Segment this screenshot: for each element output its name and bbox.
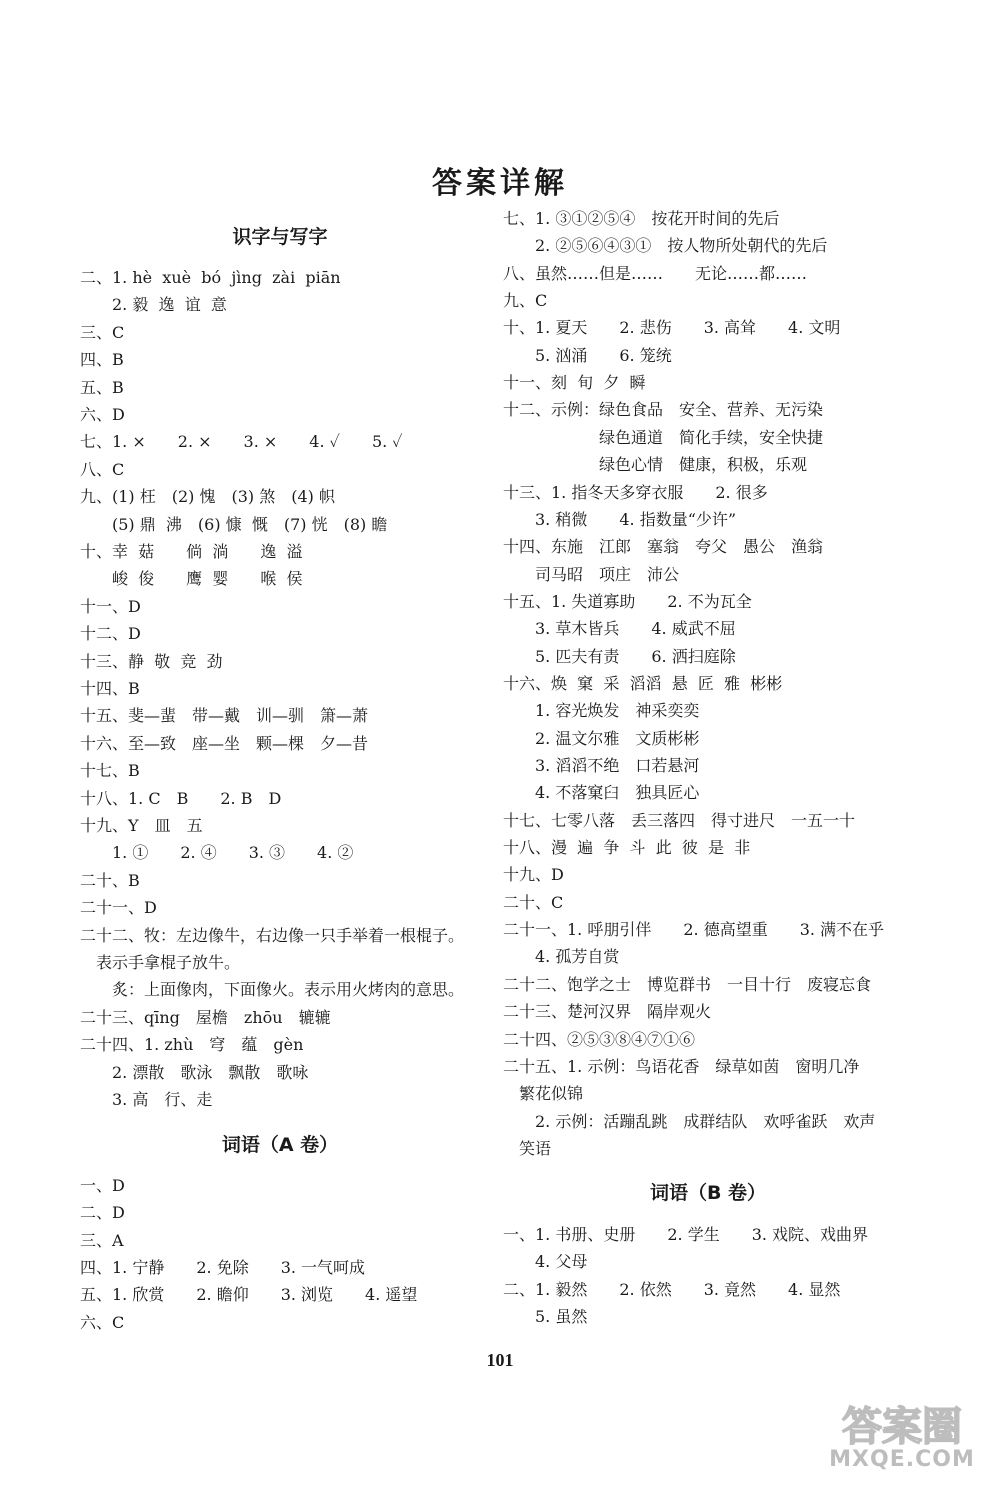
answer-line: 三、C: [80, 322, 125, 342]
answer-line: 4. 孤芳自赏: [503, 947, 620, 967]
watermark-site: MXQE.COM: [829, 1447, 975, 1472]
section-heading-words-a: 词语（A 卷）: [221, 1134, 339, 1156]
answer-line: 5. 虽然: [503, 1306, 588, 1326]
answer-line: 二十三、楚河汉界 隔岸观火: [503, 1002, 712, 1022]
answer-line: 十九、D: [503, 865, 564, 885]
answer-line: 二十五、1. 示例：鸟语花香 绿草如茵 窗明几净: [503, 1056, 860, 1076]
answer-line: 十九、Y 皿 五: [80, 816, 203, 835]
answer-line: 十二、示例：绿色食品 安全、营养、无污染: [503, 400, 824, 420]
answer-line: 峻 俊 鹰 婴 喉 侯: [80, 569, 303, 589]
answer-line: 炙：上面像肉，下面像火。表示用火烤肉的意思。: [80, 980, 465, 1000]
answer-line: 十六、焕 窠 采 滔滔 悬 匠 雅 彬彬: [503, 673, 783, 693]
section-heading-words-b: 词语（B 卷）: [649, 1182, 767, 1204]
answer-line: 司马昭 项庄 沛公: [503, 564, 680, 584]
answer-line: 一、D: [80, 1176, 125, 1195]
answer-line: 十三、静 敬 竞 劲: [80, 651, 223, 671]
answer-line: 二、1. 毅然 2. 依然 3. 竟然 4. 显然: [503, 1279, 841, 1299]
answer-line: 二、D: [80, 1203, 125, 1223]
answer-line: 2. 温文尔雅 文质彬彬: [503, 728, 700, 748]
answer-line: 十一、D: [80, 596, 141, 616]
answer-line: 五、B: [80, 377, 124, 397]
answer-line: 九、(1) 枉 (2) 愧 (3) 煞 (4) 帜: [80, 487, 336, 507]
answer-line: 十八、1. C B 2. B D: [80, 788, 282, 808]
answer-line: 3. 稍微 4. 指数量“少许”: [503, 509, 737, 529]
answer-line: 2. 毅 逸 谊 意: [80, 295, 227, 315]
answer-line: 繁花似锦: [503, 1084, 584, 1104]
answer-line: 4. 父母: [503, 1252, 588, 1272]
answer-line: 5. 匹夫有责 6. 洒扫庭除: [503, 646, 736, 666]
answer-line: 2. 示例：活蹦乱跳 成群结队 欢呼雀跃 欢声: [503, 1111, 876, 1131]
answer-line: 十四、B: [80, 679, 140, 698]
answer-line: 十四、东施 江郎 塞翁 夸父 愚公 渔翁: [503, 537, 824, 557]
answer-line: 九、C: [503, 291, 548, 311]
watermark-glyphs: 答案圈: [842, 1404, 962, 1450]
answer-line: 4. 不落窠臼 独具匠心: [503, 783, 700, 803]
section-heading-literacy: 识字与写字: [232, 226, 328, 248]
answer-line: 绿色通道 简化手续，安全快捷: [503, 427, 824, 447]
answer-line: 5. 汹涌 6. 笼统: [503, 345, 672, 365]
answer-line: 二十一、D: [80, 898, 157, 918]
answer-line: 十五、1. 失道寡助 2. 不为瓦全: [503, 591, 752, 611]
answer-line: 八、虽然……但是…… 无论……都……: [503, 263, 808, 283]
answer-line: 七、1. ③①②⑤④ 按花开时间的先后: [503, 209, 780, 228]
answer-line: 2. ②⑤⑥④③① 按人物所处朝代的先后: [503, 236, 828, 256]
answer-line: 2. 漂散 歌泳 飘散 歌咏: [80, 1062, 309, 1082]
answer-line: 二、1. hè xuè bó jìng zài piān: [80, 268, 341, 287]
answer-line: 表示手拿棍子放牛。: [80, 953, 241, 972]
answer-line: 二十、C: [503, 892, 564, 912]
answer-line: 十一、刻 旬 夕 瞬: [503, 373, 646, 393]
answer-line: 十五、斐—蜚 带—戴 训—驯 箫—萧: [80, 706, 369, 726]
answer-line: 十八、漫 遍 争 斗 此 彼 是 非: [503, 838, 751, 858]
answer-line: 笑语: [503, 1138, 552, 1158]
answer-line: 3. 高 行、走: [80, 1090, 213, 1109]
answer-line: 3. 草木皆兵 4. 威武不屈: [503, 619, 736, 639]
answer-line: 3. 滔滔不绝 口若悬河: [503, 756, 700, 775]
answer-line: 二十四、②⑤③⑧④⑦①⑥: [503, 1029, 696, 1049]
answer-line: (5) 鼎 沸 (6) 慷 慨 (7) 恍 (8) 瞻: [80, 514, 388, 534]
answer-line: 四、B: [80, 350, 124, 370]
answer-line: 十三、1. 指冬天多穿衣服 2. 很多: [503, 482, 768, 502]
answer-line: 绿色心情 健康，积极，乐观: [503, 455, 808, 475]
answer-line: 六、D: [80, 405, 125, 424]
answer-line: 十七、七零八落 丢三落四 得寸进尺 一五一十: [503, 810, 856, 830]
answer-line: 十七、B: [80, 761, 140, 781]
answer-line: 一、1. 书册、史册 2. 学生 3. 戏院、戏曲界: [503, 1225, 869, 1244]
answer-line: 四、1. 宁静 2. 免除 3. 一气呵成: [80, 1257, 366, 1277]
answer-line: 二十一、1. 呼朋引伴 2. 德高望重 3. 满不在乎: [503, 920, 885, 940]
answer-line: 十二、D: [80, 624, 141, 644]
answer-line: 五、1. 欣赏 2. 瞻仰 3. 浏览 4. 遥望: [80, 1285, 418, 1305]
answer-line: 七、1. × 2. × 3. × 4. ✓ 5. ✓: [80, 432, 403, 452]
answer-line: 十六、至—致 座—坐 颗—棵 夕—昔: [80, 733, 369, 753]
answer-line: 1. 容光焕发 神采奕奕: [503, 701, 700, 721]
answer-line: 八、C: [80, 459, 125, 479]
page-title: 答案详解: [432, 166, 568, 201]
answer-line: 二十三、qīng 屋檐 zhōu 辘辘: [80, 1007, 331, 1027]
answer-line: 十、幸 菇 倘 淌 逸 溢: [80, 542, 303, 561]
answer-line: 1. ① 2. ④ 3. ③ 4. ②: [80, 843, 354, 863]
page-number: 101: [486, 1350, 514, 1370]
answer-line: 十、1. 夏天 2. 悲伤 3. 高耸 4. 文明: [503, 318, 841, 338]
answer-line: 二十二、牧：左边像牛，右边像一只手举着一根棍子。: [80, 925, 465, 945]
answer-line: 二十、B: [80, 870, 140, 890]
watermark-logo: [812, 1395, 992, 1475]
answer-line: 二十二、饱学之士 博览群书 一目十行 废寝忘食: [503, 974, 872, 994]
answer-line: 三、A: [80, 1230, 124, 1250]
answer-line: 六、C: [80, 1312, 125, 1332]
answer-line: 二十四、1. zhù 穹 蕴 gèn: [80, 1035, 304, 1055]
